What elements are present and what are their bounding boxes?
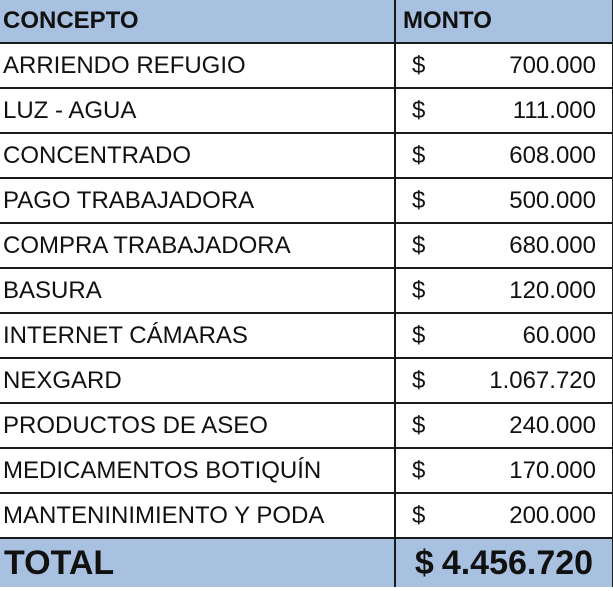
table-row [0, 268, 613, 313]
amount-value: 500.000 [509, 186, 596, 214]
currency-symbol: $ [412, 276, 426, 304]
concept-cell: PAGO TRABAJADORA [0, 178, 395, 223]
amount-cell [395, 493, 613, 538]
table-row [0, 223, 613, 268]
amount-cell [395, 268, 613, 313]
table-row [0, 448, 613, 493]
currency-symbol: $ [412, 96, 426, 124]
concept-cell: COMPRA TRABAJADORA [0, 223, 395, 268]
amount-cell [395, 43, 613, 88]
amount-value: 1.067.720 [489, 366, 596, 394]
concept-cell: MEDICAMENTOS BOTIQUÍN [0, 448, 395, 493]
amount-cell [395, 448, 613, 493]
amount-value: 200.000 [509, 501, 596, 529]
header-concept: CONCEPTO [0, 0, 395, 43]
amount-cell [395, 178, 613, 223]
amount-value: 240.000 [509, 411, 596, 439]
total-amount-cell [395, 538, 613, 587]
currency-symbol: $ [412, 411, 426, 439]
header-row [0, 0, 613, 43]
concept-cell: ARRIENDO REFUGIO [0, 43, 395, 88]
concept-cell: BASURA [0, 268, 395, 313]
amount-cell [395, 88, 613, 133]
amount-value: 170.000 [509, 456, 596, 484]
table-row [0, 43, 613, 88]
currency-symbol: $ [412, 321, 426, 349]
currency-symbol: $ [412, 366, 426, 394]
concept-cell: MANTENINIMIENTO Y PODA [0, 493, 395, 538]
amount-cell [395, 133, 613, 178]
amount-cell [395, 313, 613, 358]
amount-value: 608.000 [509, 141, 596, 169]
amount-value: 60.000 [522, 321, 596, 349]
table-row [0, 493, 613, 538]
table-row [0, 358, 613, 403]
currency-symbol: $ [412, 456, 426, 484]
table-row [0, 178, 613, 223]
amount-value: 680.000 [509, 231, 596, 259]
concept-cell: PRODUCTOS DE ASEO [0, 403, 395, 448]
total-amount: 4.456.720 [441, 543, 594, 582]
total-label: TOTAL [0, 538, 395, 587]
amount-value: 700.000 [509, 51, 596, 79]
currency-symbol: $ [412, 231, 426, 259]
total-currency-symbol: $ [414, 543, 434, 582]
currency-symbol: $ [412, 51, 426, 79]
table-row [0, 403, 613, 448]
currency-symbol: $ [412, 141, 426, 169]
amount-value: 111.000 [512, 96, 596, 124]
concept-cell: LUZ - AGUA [0, 88, 395, 133]
table-row [0, 88, 613, 133]
total-row [0, 538, 613, 587]
amount-cell [395, 358, 613, 403]
amount-value: 120.000 [509, 276, 596, 304]
table-row [0, 313, 613, 358]
amount-cell [395, 223, 613, 268]
currency-symbol: $ [412, 501, 426, 529]
table-row [0, 133, 613, 178]
concept-cell: INTERNET CÁMARAS [0, 313, 395, 358]
amount-cell [395, 403, 613, 448]
expense-rows [0, 43, 613, 538]
header-amount: MONTO [395, 0, 613, 43]
currency-symbol: $ [412, 186, 426, 214]
concept-cell: NEXGARD [0, 358, 395, 403]
concept-cell: CONCENTRADO [0, 133, 395, 178]
